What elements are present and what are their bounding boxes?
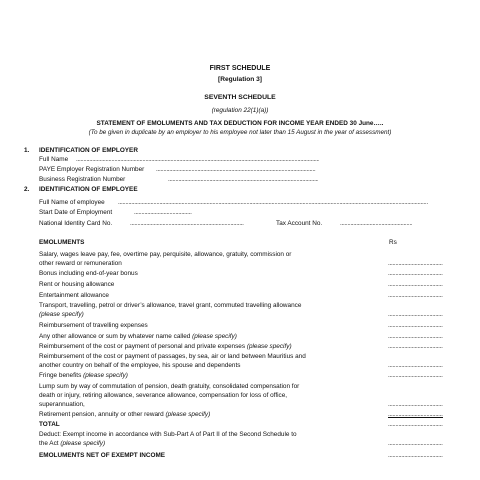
employee-heading: IDENTIFICATION OF EMPLOYEE bbox=[39, 186, 138, 193]
net-emoluments-label: EMOLUMENTS NET OF EXEMPT INCOME bbox=[39, 452, 166, 459]
lump-sum-line-3: superannuation, bbox=[39, 401, 85, 408]
rent-amount-field[interactable] bbox=[388, 281, 443, 289]
seventh-schedule-title: SEVENTH SCHEDULE bbox=[204, 94, 276, 101]
retirement-label bbox=[39, 411, 210, 419]
deduct-amount-field[interactable] bbox=[388, 440, 443, 448]
other-allowance-label bbox=[39, 333, 237, 341]
brn-field[interactable] bbox=[168, 176, 318, 184]
currency-label: Rs bbox=[389, 239, 397, 246]
entertainment-label: Entertainment allowance bbox=[39, 292, 109, 299]
employer-full-name-field[interactable] bbox=[76, 156, 319, 164]
reimb-passages-amount-field[interactable] bbox=[388, 362, 443, 370]
retirement-text: Retirement pension, annuity or other reward bbox=[39, 411, 166, 418]
deduct-line-1: Deduct: Exempt income in accordance with Sub-Part A of Part II of the Second Schedule to bbox=[39, 431, 297, 438]
other-allowance-specify: (please specify) bbox=[192, 333, 237, 340]
salary-line-2: other reward or remuneration bbox=[39, 260, 122, 267]
rent-label: Rent or housing allowance bbox=[39, 281, 115, 288]
employee-full-name-label: Full Name of employee bbox=[39, 199, 105, 206]
fringe-label bbox=[39, 372, 128, 380]
statement-note: (To be given in duplicate by an employer to his employee not later than 15 August in the year of assessment) bbox=[88, 129, 392, 136]
bonus-amount-field[interactable] bbox=[388, 270, 443, 278]
fringe-text: Fringe benefits bbox=[39, 372, 84, 379]
transport-line-2: (please specify) bbox=[39, 311, 84, 318]
paye-number-field[interactable] bbox=[156, 166, 316, 174]
reimb-passages-line-2: another country on behalf of the employee, his spouse and dependents bbox=[39, 362, 241, 369]
reimb-passages-line-1: Reimbursement of the cost or payment of passages, by sea, air or land between Mauritius and bbox=[39, 353, 306, 360]
regulation-reference: (regulation 22(1)(a)) bbox=[211, 107, 269, 114]
other-allowance-text: Any other allowance or sum by whatever name called bbox=[39, 333, 193, 340]
employee-full-name-field[interactable] bbox=[118, 199, 428, 207]
deduct-line-2 bbox=[39, 440, 105, 448]
section-1-number: 1. bbox=[24, 147, 30, 154]
start-date-label: Start Date of Employment bbox=[39, 209, 113, 216]
reimb-personal-text: Reimbursement of the cost or payment of personal and private expenses bbox=[39, 343, 247, 350]
fringe-specify: (please specify) bbox=[83, 372, 128, 379]
first-schedule-title: FIRST SCHEDULE bbox=[209, 65, 271, 72]
reimb-personal-amount-field[interactable] bbox=[388, 343, 443, 351]
emoluments-heading: EMOLUMENTS bbox=[39, 239, 85, 246]
statement-title: STATEMENT OF EMOLUMENTS AND TAX DEDUCTION FOR INCOME YEAR ENDED 30 June….. bbox=[96, 120, 384, 127]
brn-label: Business Registration Number bbox=[39, 176, 126, 183]
tax-account-label: Tax Account No. bbox=[276, 220, 323, 227]
salary-line-1: Salary, wages leave pay, fee, overtime pay, perquisite, allowance, gratuity, commission or bbox=[39, 251, 292, 258]
salary-amount-field[interactable] bbox=[388, 260, 443, 268]
total-label: TOTAL bbox=[39, 421, 60, 428]
reimb-personal-specify: (please specify) bbox=[246, 343, 292, 350]
transport-amount-field[interactable] bbox=[388, 311, 443, 319]
employer-full-name-label: Full Name bbox=[39, 156, 69, 163]
nic-field[interactable] bbox=[130, 220, 244, 228]
net-emoluments-amount-field[interactable] bbox=[388, 452, 443, 460]
employer-heading: IDENTIFICATION OF EMPLOYER bbox=[39, 147, 138, 154]
regulation-label: [Regulation 3] bbox=[218, 76, 262, 83]
section-2-number: 2. bbox=[24, 186, 30, 193]
entertainment-amount-field[interactable] bbox=[388, 292, 443, 300]
lump-sum-amount-field[interactable] bbox=[388, 401, 443, 409]
tax-account-field[interactable] bbox=[340, 220, 412, 228]
fringe-amount-field[interactable] bbox=[388, 372, 443, 380]
nic-label: National Identity Card No. bbox=[39, 220, 113, 227]
paye-number-label: PAYE Employer Registration Number bbox=[39, 166, 145, 173]
reimb-travel-label: Reimbursement of travelling expenses bbox=[39, 322, 148, 329]
lump-sum-line-2: death or injury, retiring allowance, severance allowance, compensation for loss of office, bbox=[39, 392, 288, 399]
retirement-specify: (please specify) bbox=[165, 411, 211, 418]
reimb-personal-label bbox=[39, 343, 292, 351]
reimb-travel-amount-field[interactable] bbox=[388, 322, 443, 330]
deduct-specify: (please specify) bbox=[60, 440, 106, 447]
retirement-amount-field[interactable] bbox=[388, 411, 443, 419]
start-date-field[interactable] bbox=[134, 209, 192, 217]
other-allowance-amount-field[interactable] bbox=[388, 333, 443, 341]
deduct-text: the Act bbox=[39, 440, 61, 447]
bonus-label: Bonus including end-of-year bonus bbox=[39, 270, 138, 277]
lump-sum-line-1: Lump sum by way of commutation of pension, death gratuity, consolidated compensation for bbox=[39, 383, 300, 390]
transport-line-1: Transport, travelling, petrol or driver’s allowance, travel grant, commuted travelling allowance bbox=[39, 302, 302, 309]
total-amount-field[interactable] bbox=[388, 421, 443, 429]
